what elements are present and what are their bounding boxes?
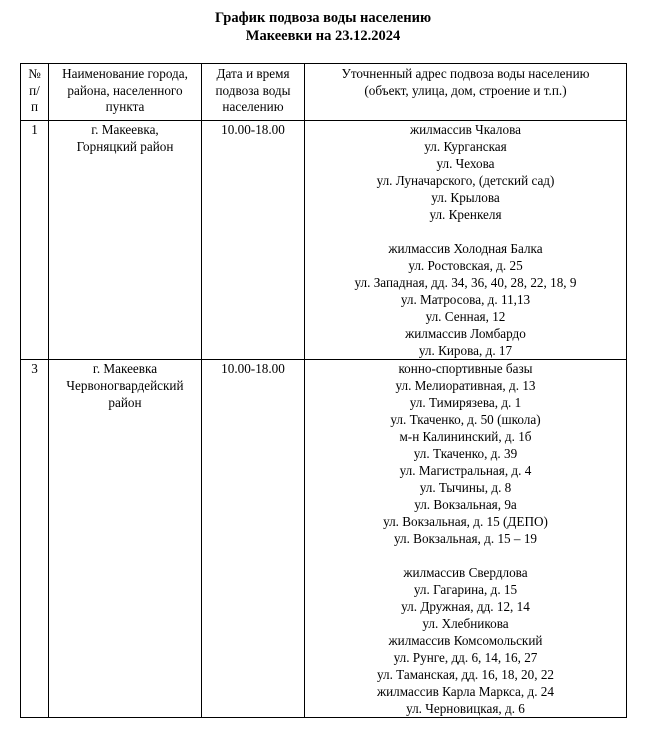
row-number: 1 [21,120,49,359]
address-line: ул. Мелиоративная, д. 13 [395,377,536,393]
address-line: ул. Дружная, дд. 12, 14 [401,598,530,614]
document-title [0,9,646,45]
address-line: ул. Вокзальная, д. 15 (ДЕПО) [383,513,548,529]
header-time: Дата и время подвоза воды населению [202,64,305,121]
row-addresses [305,120,627,359]
address-line: ул. Чехова [436,155,495,171]
address-line: ул. Кренкеля [429,206,502,222]
table-row [21,120,627,359]
row-time: 10.00-18.00 [202,359,305,717]
row-city: г. Макеевка Червоногвардейский район [49,359,202,717]
address-line: ул. Ростовская, д. 25 [408,257,523,273]
row-city: г. Макеевка, Горняцкий район [49,120,202,359]
address-line: м-н Калининский, д. 1б [399,428,532,444]
table-row [21,359,627,717]
address-spacer [307,547,624,564]
address-line: ул. Вокзальная, 9а [414,496,517,512]
address-line: ул. Крылова [431,189,500,205]
row-number: 3 [21,359,49,717]
address-line: ул. Курганская [424,138,507,154]
address-line: жилмассив Свердлова [403,564,528,580]
address-line: ул. Матросова, д. 11,13 [400,291,531,307]
address-line: жилмассив Комсомольский [388,632,543,648]
address-line: ул. Тимирязева, д. 1 [409,394,522,410]
title-line-2: Макеевки на 23.12.2024 [245,28,401,44]
address-line: жилмассив Карла Маркса, д. 24 [377,683,554,699]
table-body [21,120,627,717]
address-line: ул. Таманская, дд. 16, 18, 20, 22 [376,666,555,682]
header-address: Уточненный адрес подвоза воды населению (объект, улица, дом, строение и т.п.) [305,64,627,121]
address-line: ул. Черновицкая, д. 6 [406,700,525,716]
row-addresses [305,359,627,717]
address-line: ул. Ткаченко, д. 39 [413,445,518,461]
address-line: жилмассив Ломбардо [405,325,526,341]
address-line: ул. Рунге, дд. 6, 14, 16, 27 [393,649,538,665]
address-line: ул. Сенная, 12 [425,308,506,324]
address-line: ул. Западная, дд. 34, 36, 40, 28, 22, 18, 9 [354,274,577,290]
address-line: ул. Луначарского, (детский сад) [376,172,555,188]
address-line: конно-спортивные базы [398,360,533,376]
header-city: Наименование города, района, населенного пункта [49,64,202,121]
address-line: ул. Гагарина, д. 15 [413,581,518,597]
water-delivery-table [20,63,627,718]
row-time: 10.00-18.00 [202,120,305,359]
address-line: жилмассив Холодная Балка [388,240,543,256]
address-line: жилмассив Чкалова [410,121,521,137]
address-line: ул. Вокзальная, д. 15 – 19 [393,530,538,546]
address-line: ул. Магистральная, д. 4 [399,462,532,478]
address-line: ул. Кирова, д. 17 [418,342,513,358]
title-line-1: График подвоза воды населению [214,10,432,26]
address-line: ул. Ткаченко, д. 50 (школа) [390,411,541,427]
address-line: ул. Хлебникова [422,615,509,631]
table-header-row [21,64,627,121]
address-spacer [307,223,624,240]
header-num: № п/ п [21,64,49,121]
address-line: ул. Тычины, д. 8 [419,479,512,495]
